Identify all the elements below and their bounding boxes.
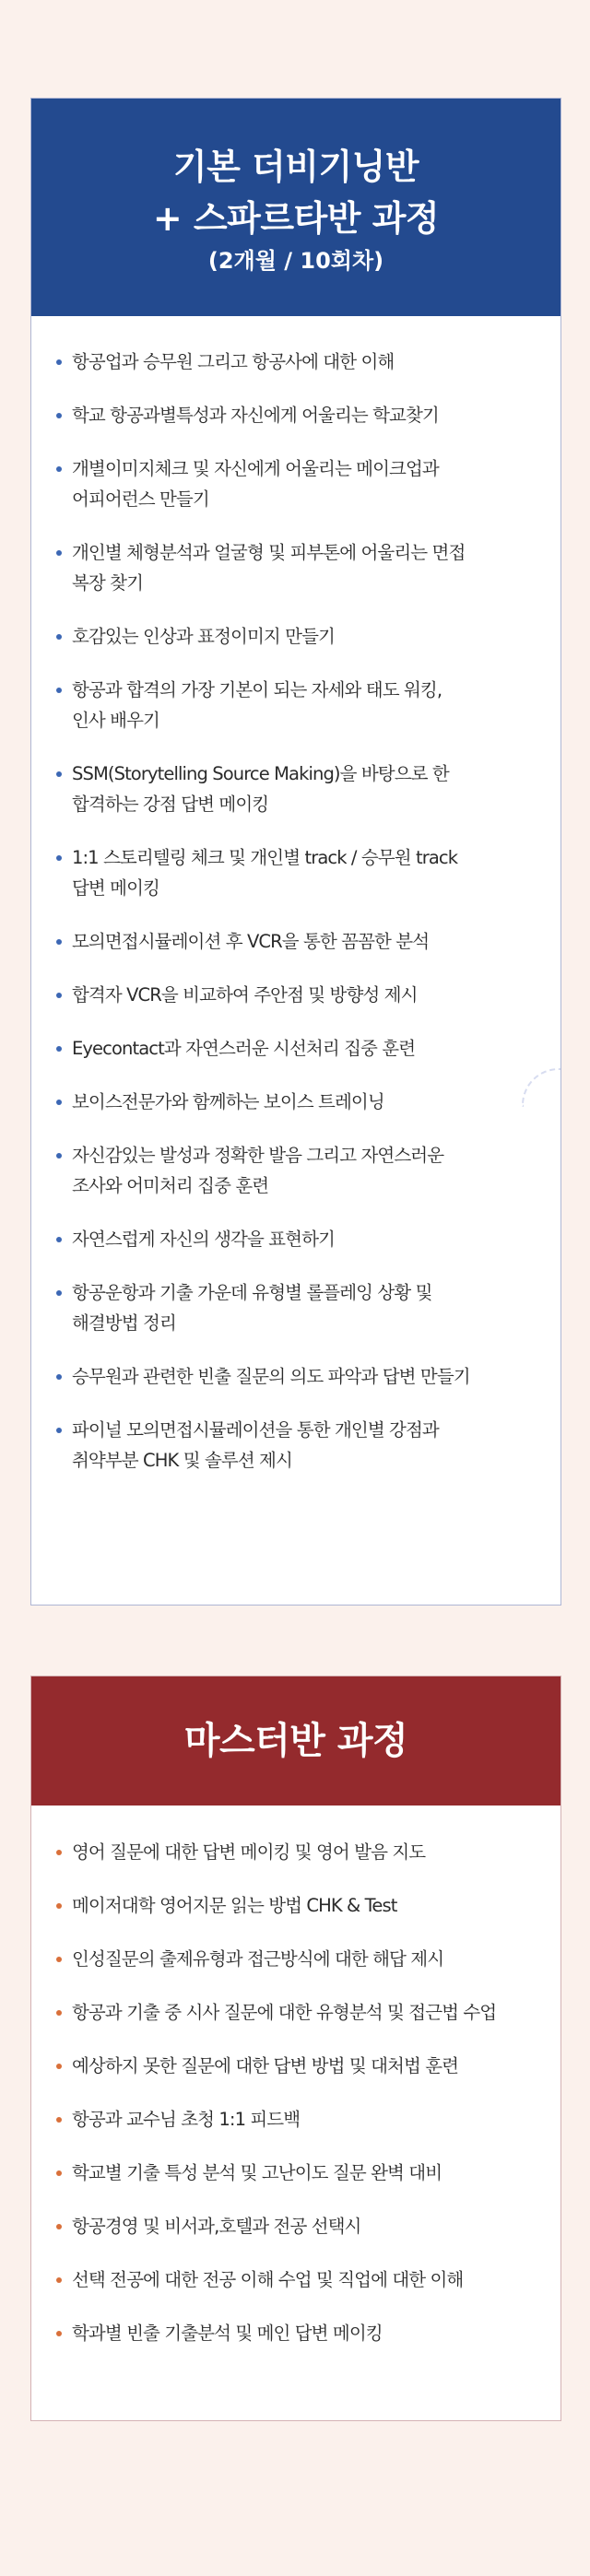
list-item-text: 학교 항공과별특성과 자신에게 어울리는 학교찾기 [72, 405, 439, 426]
list-item [72, 2211, 546, 2241]
list-item-text: 항공경영 및 비서과,호텔과 전공 선택시 [72, 2216, 361, 2237]
list-item [72, 759, 546, 819]
list-item-text: 선택 전공에 대한 전공 이해 수업 및 직업에 대한 이해 [72, 2269, 464, 2290]
list-item-text: 예상하지 못한 질문에 대한 답변 방법 및 대처법 훈련 [72, 2055, 459, 2076]
master-course-list [31, 1806, 560, 2348]
basic-course-title-line2: + 스파르타반 과정 [152, 198, 440, 239]
list-item [72, 2264, 546, 2295]
bullet-dot-icon [56, 359, 62, 365]
bullet-dot-icon [56, 1957, 62, 1962]
list-item-text: 영어 질문에 대한 답변 메이킹 및 영어 발음 지도 [72, 1841, 426, 1863]
list-item [72, 2104, 546, 2135]
list-item-text: 보이스전문가와 함께하는 보이스 트레이닝 [72, 1091, 384, 1112]
list-item-text: 학교별 기출 특성 분석 및 고난이도 질문 완벽 대비 [72, 2162, 442, 2183]
list-item-text: 자연스럽게 자신의 생각을 표현하기 [72, 1229, 335, 1250]
bullet-dot-icon [56, 634, 62, 640]
list-item-text: 1:1 스토리텔링 체크 및 개인별 track / 승무원 track [72, 847, 458, 868]
list-item [72, 347, 546, 377]
bullet-dot-icon [56, 466, 62, 472]
list-item-text-cont: 합격하는 강점 답변 메이킹 [72, 794, 269, 815]
list-item-text-cont: 어피어런스 만들기 [72, 488, 209, 510]
list-item-text: 항공과 기출 중 시사 질문에 대한 유형분석 및 접근법 수업 [72, 2002, 497, 2023]
bullet-dot-icon [56, 2331, 62, 2336]
list-item-text-cont: 취약부분 CHK 및 솔루션 제시 [72, 1450, 292, 1471]
bullet-dot-icon [56, 688, 62, 693]
list-item [72, 537, 546, 598]
bullet-dot-icon [56, 2224, 62, 2229]
bullet-dot-icon [56, 1237, 62, 1242]
bullet-dot-icon [56, 2064, 62, 2069]
list-item [72, 675, 546, 735]
basic-course-list [31, 316, 560, 1476]
bullet-dot-icon [56, 1903, 62, 1909]
bullet-dot-icon [56, 413, 62, 418]
list-item [72, 1033, 546, 1064]
list-item [72, 980, 546, 1010]
list-item-text: 항공과 교수님 초청 1:1 피드백 [72, 2109, 301, 2130]
list-item [72, 621, 546, 652]
bullet-dot-icon [56, 1046, 62, 1052]
bullet-dot-icon [56, 2170, 62, 2176]
list-item-text: 개별이미지체크 및 자신에게 어울리는 메이크업과 [72, 458, 439, 479]
list-item-text: 합격자 VCR을 비교하여 주안점 및 방향성 제시 [72, 984, 418, 1006]
list-item-text: 호감있는 인상과 표정이미지 만들기 [72, 626, 335, 647]
list-item-text: SSM(Storytelling Source Making)을 바탕으로 한 [72, 763, 449, 784]
bullet-dot-icon [56, 2010, 62, 2016]
list-item [72, 842, 546, 903]
list-item-text: Eyecontact과 자연스러운 시선처리 집중 훈련 [72, 1038, 416, 1059]
list-item-text-cont: 해결방법 정리 [72, 1312, 176, 1334]
list-item-text: 학과별 빈출 기출분석 및 메인 답변 메이킹 [72, 2323, 383, 2344]
list-item [72, 2318, 546, 2348]
bullet-dot-icon [56, 771, 62, 777]
list-item-text-cont: 인사 배우기 [72, 710, 159, 731]
list-item [72, 400, 546, 430]
list-item [72, 1890, 546, 1921]
list-item-text-cont: 조사와 어미처리 집중 훈련 [72, 1175, 269, 1196]
list-item [72, 1224, 546, 1254]
list-item [72, 1361, 546, 1392]
basic-course-title-line1: 기본 더비기닝반 [172, 147, 419, 187]
bullet-dot-icon [56, 2117, 62, 2123]
list-item-text: 메이저대학 영어지문 읽는 방법 CHK & Test [72, 1895, 397, 1916]
list-item-text-cont: 복장 찾기 [72, 572, 144, 594]
list-item [72, 2158, 546, 2188]
list-item-text: 개인별 체형분석과 얼굴형 및 피부톤에 어울리는 면접 [72, 542, 466, 563]
list-item [72, 453, 546, 514]
list-item-text: 항공과 합격의 가장 기본이 되는 자세와 태도 워킹, [72, 679, 442, 700]
bullet-dot-icon [56, 1290, 62, 1296]
basic-course-header [31, 99, 560, 316]
list-item [72, 1087, 546, 1117]
list-item-text: 파이널 모의면접시뮬레이션을 통한 개인별 강점과 [72, 1419, 439, 1441]
list-item [72, 926, 546, 957]
list-item-text: 인성질문의 출제유형과 접근방식에 대한 해답 제시 [72, 1948, 444, 1970]
bullet-dot-icon [56, 993, 62, 998]
list-item [72, 1140, 546, 1201]
master-course-card [30, 1676, 561, 2421]
list-item-text-cont: 답변 메이킹 [72, 877, 159, 899]
basic-course-card [30, 98, 561, 1606]
list-item [72, 2051, 546, 2081]
bullet-dot-icon [56, 1428, 62, 1433]
master-course-title: 마스터반 과정 [183, 1720, 408, 1762]
bullet-dot-icon [56, 855, 62, 861]
list-item-text: 승무원과 관련한 빈출 질문의 의도 파악과 답변 만들기 [72, 1366, 470, 1387]
bullet-dot-icon [56, 2277, 62, 2283]
bullet-dot-icon [56, 939, 62, 945]
list-item [72, 1997, 546, 2028]
list-item-text: 모의면접시뮬레이션 후 VCR을 통한 꼼꼼한 분석 [72, 931, 430, 952]
list-item [72, 1944, 546, 1974]
bullet-dot-icon [56, 1374, 62, 1380]
bullet-dot-icon [56, 1153, 62, 1159]
bullet-dot-icon [56, 1850, 62, 1855]
master-course-header [31, 1676, 560, 1806]
list-item [72, 1415, 546, 1476]
list-item-text: 자신감있는 발성과 정확한 발음 그리고 자연스러운 [72, 1145, 444, 1166]
list-item [72, 1277, 546, 1338]
list-item-text: 항공운항과 기출 가운데 유형별 롤플레잉 상황 및 [72, 1282, 432, 1303]
bullet-dot-icon [56, 550, 62, 556]
list-item [72, 1837, 546, 1867]
basic-course-subtitle: (2개월 / 10회차) [207, 248, 384, 274]
list-item-text: 항공업과 승무원 그리고 항공사에 대한 이해 [72, 351, 395, 372]
bullet-dot-icon [56, 1100, 62, 1105]
